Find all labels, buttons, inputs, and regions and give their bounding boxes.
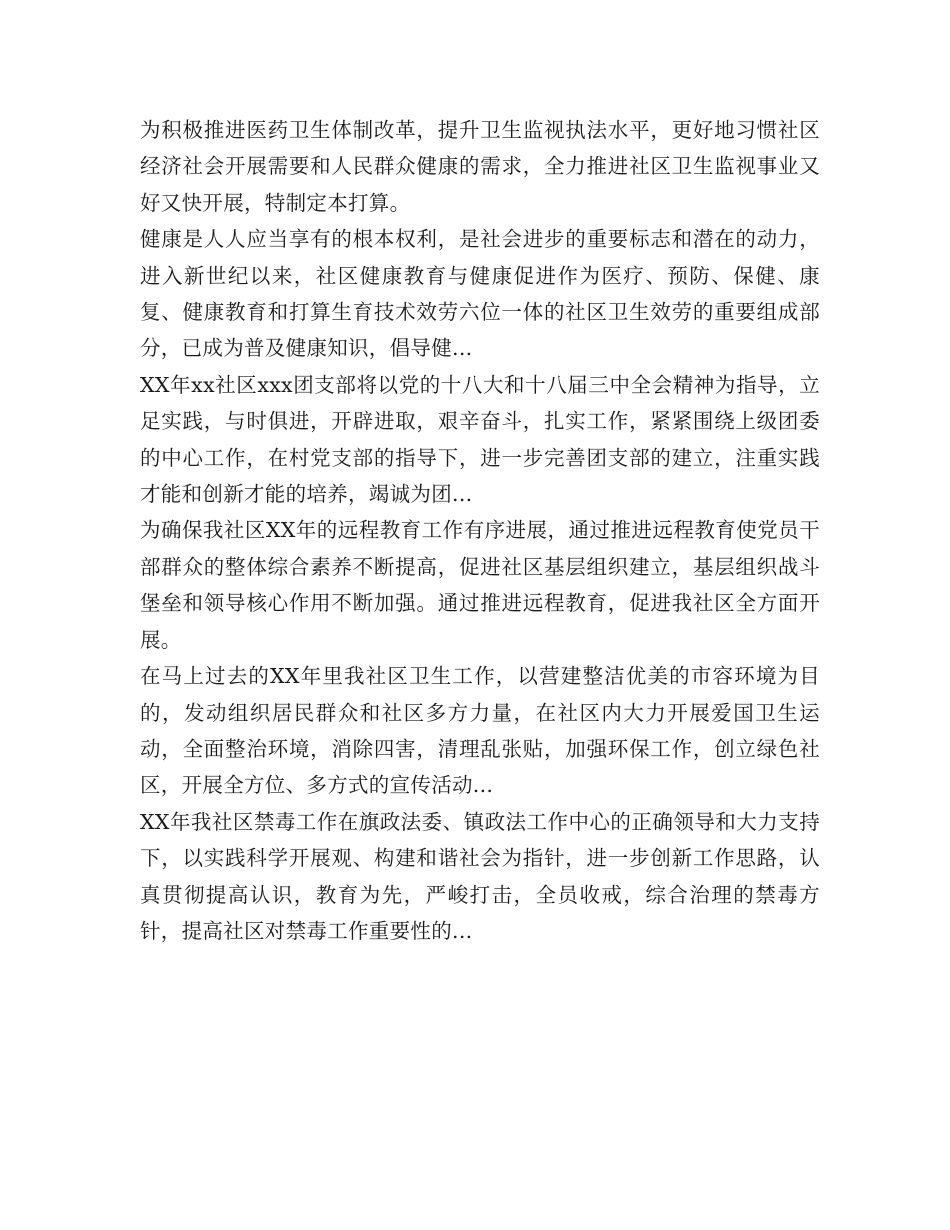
paragraph-health-supervision-plan: 为积极推进医药卫生体制改革，提升卫生监视执法水平，更好地习惯社区经济社会开展需要和人民群众健康的需求，全力推进社区卫生监视事业又好又快开展，特制定本打算。 [140, 118, 820, 215]
paragraph-remote-education: 为确保我社区XX年的远程教育工作有序进展，通过推进远程教育使党员干部群众的整体综合素养不断提高，促进社区基层组织建立，基层组织战斗堡垒和领导核心作用不断加强。通过推进远程教育，促进我社区全方面开展。 [140, 518, 820, 652]
document-body [140, 112, 820, 949]
paragraph-health-education: 健康是人人应当享有的根本权利，是社会进步的重要标志和潜在的动力，进入新世纪以来，社区健康教育与健康促进作为医疗、预防、保健、康复、健康教育和打算生育技术效劳六位一体的社区卫生效劳的重要组成部分，已成为普及健康知识，倡导健... [140, 227, 820, 361]
paragraph-sanitation-work: 在马上过去的XX年里我社区卫生工作，以营建整洁优美的市容环境为目的，发动组织居民群众和社区多方力量，在社区内大力开展爱国卫生运动，全面整治环境，消除四害，清理乱张贴，加强环保工作，创立绿色社区，开展全方位、多方式的宣传活动... [140, 664, 820, 798]
paragraph-youth-league: XX年xx社区xxx团支部将以党的十八大和十八届三中全会精神为指导，立足实践，与时俱进，开辟进取，艰辛奋斗，扎实工作，紧紧围绕上级团委的中心工作，在村党支部的指导下，进一步完善团支部的建立，注重实践才能和创新才能的培养，竭诚为团... [140, 372, 820, 507]
paragraph-anti-drug-work: XX年我社区禁毒工作在旗政法委、镇政法工作中心的正确领导和大力支持下，以实践科学开展观、构建和谐社会为指针，进一步创新工作思路，认真贯彻提高认识，教育为先，严峻打击，全员收戒，综合治理的禁毒方针，提高社区对禁毒工作重要性的... [140, 809, 820, 943]
